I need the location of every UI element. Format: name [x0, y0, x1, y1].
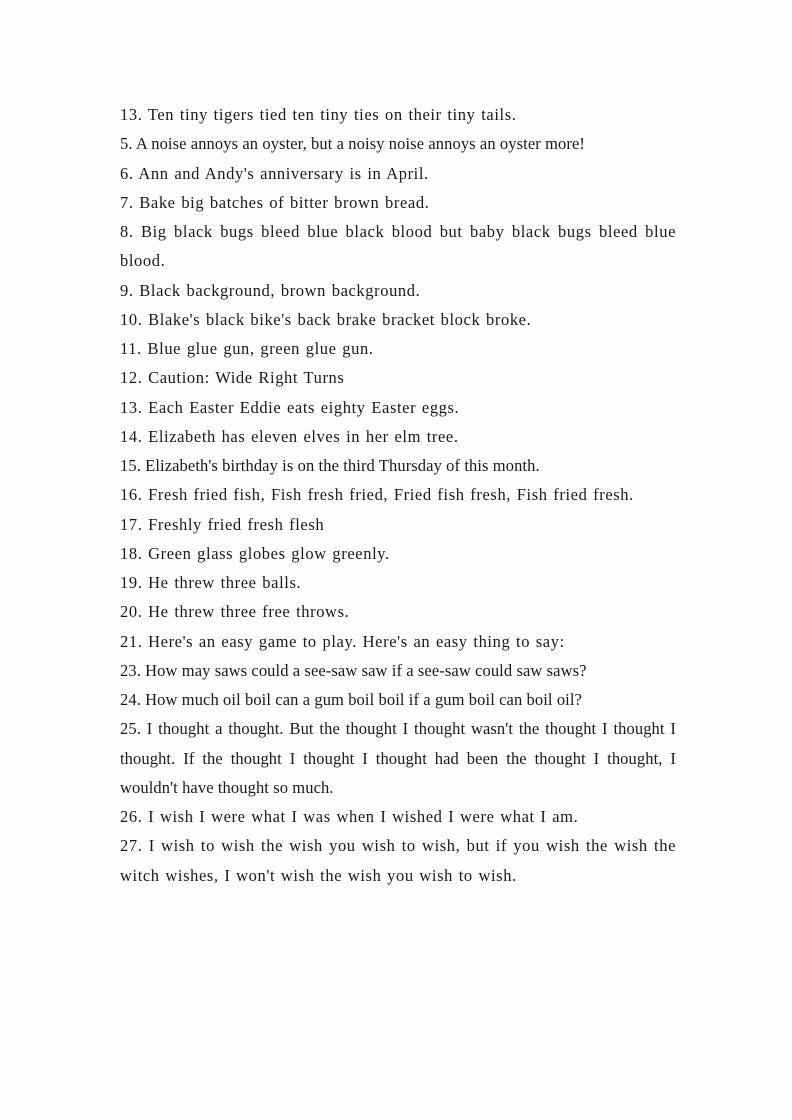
paragraph-13: 16. Fresh fried fish, Fish fresh fried, Fried fish fresh, Fish fried fresh. [120, 485, 634, 505]
paragraph-21: 25. I thought a thought. But the thought I thought wasn't the thought I thought I thought. If the thought I thought I thought had been the thought I thought, I wouldn't have thought so much. [120, 719, 676, 797]
paragraph-9: 12. Caution: Wide Right Turns [120, 368, 345, 388]
paragraph-23: 27. I wish to wish the wish you wish to wish, but if you wish the wish the witch wishes, I won't wish the wish you wish to wish. [120, 836, 676, 885]
paragraph-17: 20. He threw three free throws. [120, 602, 350, 622]
paragraph-18: 21. Here's an easy game to play. Here's an easy thing to say: [120, 631, 565, 651]
paragraph-3: 6. Ann and Andy's anniversary is in April. [120, 163, 429, 183]
paragraph-15: 18. Green glass globes glow greenly. [120, 543, 390, 563]
paragraph-2: 5. A noise annoys an oyster, but a noisy noise annoys an oyster more! [120, 134, 585, 154]
paragraph-11: 14. Elizabeth has eleven elves in her elm tree. [120, 426, 459, 446]
paragraph-12: 15. Elizabeth's birthday is on the third Thursday of this month. [120, 456, 540, 475]
paragraph-4: 7. Bake big batches of bitter brown bread. [120, 192, 430, 212]
paragraph-8: 11. Blue glue gun, green glue gun. [120, 339, 374, 358]
paragraph-16: 19. He threw three balls. [120, 573, 302, 592]
paragraph-7: 10. Blake's black bike's back brake bracket block broke. [120, 309, 532, 329]
paragraph-5: 8. Big black bugs bleed blue black blood but baby black bugs bleed blue blood. [120, 222, 676, 271]
paragraph-19: 23. How may saws could a see-saw saw if a see-saw could saw saws? [120, 660, 587, 680]
paragraph-14: 17. Freshly fried fresh flesh [120, 514, 325, 534]
paragraph-20: 24. How much oil boil can a gum boil boil if a gum boil can boil oil? [120, 690, 582, 709]
paragraph-22: 26. I wish I were what I was when I wished I were what I am. [120, 807, 579, 826]
tongue-twister-list [120, 100, 676, 890]
paragraph-10: 13. Each Easter Eddie eats eighty Easter eggs. [120, 397, 460, 417]
paragraph-6: 9. Black background, brown background. [120, 280, 421, 300]
paragraph-1: 13. Ten tiny tigers tied ten tiny ties on their tiny tails. [120, 105, 517, 124]
